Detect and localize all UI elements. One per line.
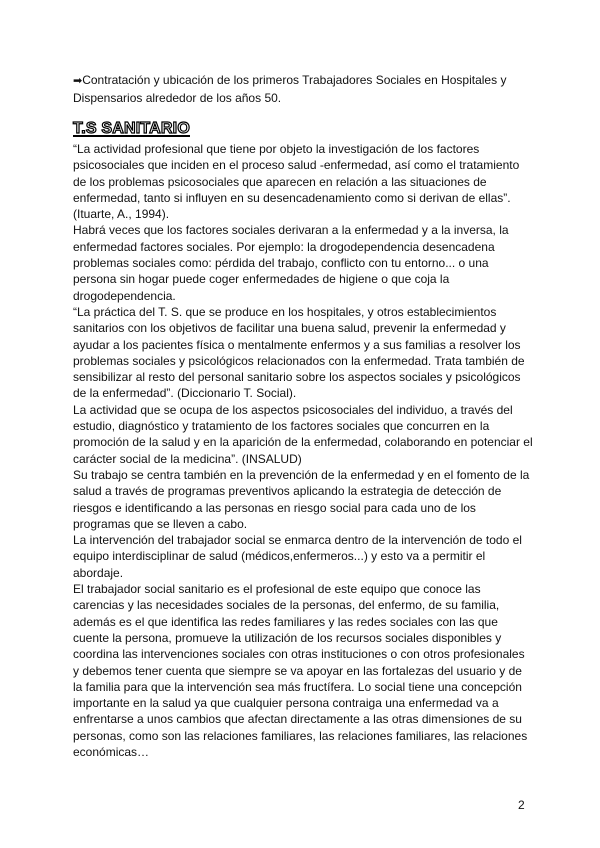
- section-body: [73, 141, 533, 760]
- intro-paragraph: [73, 72, 533, 106]
- body-paragraph: Habrá veces que los factores sociales derivaran a la enfermedad y a la inversa, la enfermedad factores sociales. Por ejemplo: la drogodependencia desencadena problemas sociales como: pérdida del trabajo, conflicto con tu entorno... o una persona sin hogar puede coger enfermedades de higiene o que coja la drogodependencia.: [73, 223, 509, 303]
- body-paragraph: El trabajador social sanitario es el profesional de este equipo que conoce las carencias y las necesidades sociales de la personas, del enfermo, de su familia, además es el que identifica las redes familiares y las redes sociales con las que cuente la persona, promueve la utilización de los recursos sociales disponibles y coordina las intervenciones sociales con otras instituciones o con otros profesionales y debemos tener cuenta que siempre se va apoyar en las fortalezas del usuario y de la familia para que la intervención sea más fructífera. Lo social tiene una concepción importante en la salud ya que cualquier persona contraiga una enfermedad va a enfrentarse a unos cambios que afectan directamente a las otras dimensiones de su personas, como son las relaciones familiares, las relaciones familiares, las relaciones económicas…: [73, 582, 528, 759]
- body-paragraph: “La actividad profesional que tiene por objeto la investigación de los factores psicosociales que inciden en el proceso salud -enfermedad, así como el tratamiento de los problemas psicosociales que aparecen en relación a las situaciones de enfermedad, tanto si influyen en su desencadenamiento como si derivan de ellas”. (Ituarte, A., 1994).: [73, 142, 520, 222]
- section-heading: T.S SANITARIO: [73, 120, 190, 137]
- body-paragraph: Su trabajo se centra también en la prevención de la enfermedad y en el fomento de la salud a través de programas preventivos aplicando la estrategia de detección de riesgos e identificando a las personas en riesgo social para cada uno de los programas que se lleven a cabo.: [73, 467, 530, 531]
- body-paragraph: La intervención del trabajador social se enmarca dentro de la intervención de todo el equipo interdisciplinar de salud (médicos,enfermeros...) y esto va a permitir el abordaje.: [73, 533, 522, 580]
- intro-text: Contratación y ubicación de los primeros Trabajadores Sociales en Hospitales y Dispensarios alrededor de los años 50.: [73, 73, 507, 105]
- body-paragraph: “La práctica del T. S. que se produce en los hospitales, y otros establecimientos sanitarios con los objetivos de facilitar una buena salud, prevenir la enfermedad y ayudar a los pacientes física o mentalmente enfermos y a sus familias a resolver los problemas sociales y psicológicos relacionados con la enfermedad. Trata también de sensibilizar al resto del personal sanitario sobre los aspectos sociales y psicológicos de la enfermedad”. (Diccionario T. Social).: [73, 304, 525, 401]
- page-number: 2: [518, 798, 525, 812]
- arrow-bullet-icon: ➡: [73, 74, 83, 87]
- body-paragraph: La actividad que se ocupa de los aspectos psicosociales del individuo, a través del estudio, diagnóstico y tratamiento de los factores sociales que concurren en la promoción de la salud y en la aparición de la enfermedad, colaborando en potenciar el carácter social de la medicina”. (INSALUD): [73, 402, 533, 466]
